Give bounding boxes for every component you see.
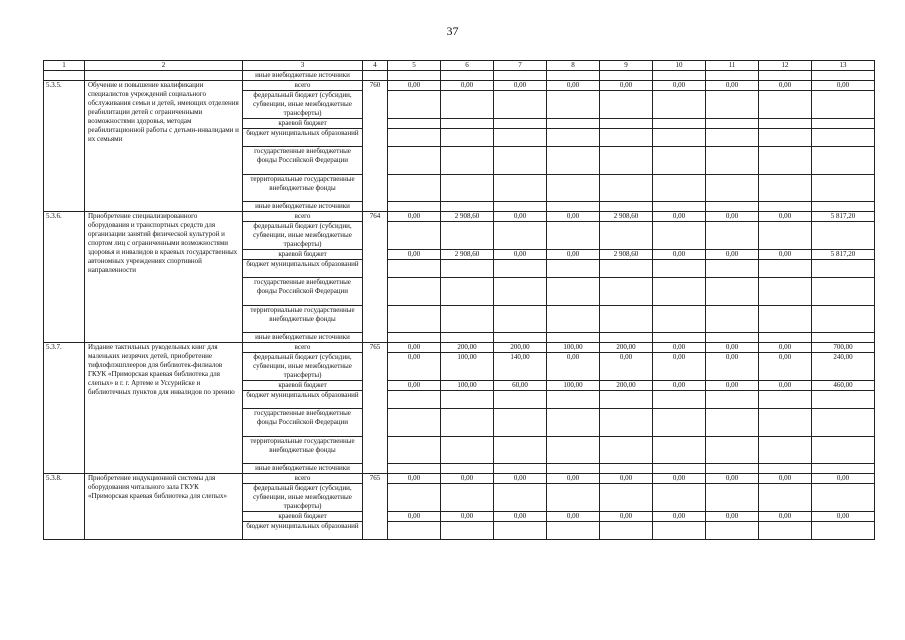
value-cell	[653, 129, 706, 147]
value-cell	[388, 129, 441, 147]
value-cell	[547, 147, 600, 175]
value-cell	[759, 391, 812, 409]
funding-source-cell: федеральный бюджет (субсидии, субвенции, иные межбюджетные трансферты)	[243, 484, 363, 512]
value-cell	[441, 147, 494, 175]
value-cell	[494, 71, 547, 81]
column-number-8: 8	[547, 61, 600, 71]
value-cell	[441, 409, 494, 437]
value-cell: 0,00	[759, 81, 812, 91]
value-cell	[441, 437, 494, 464]
value-cell	[706, 306, 759, 333]
value-cell	[388, 202, 441, 212]
funding-source-cell: бюджет муниципальных образований	[243, 522, 363, 540]
value-cell: 0,00	[600, 353, 653, 381]
kbk-cell: 764	[363, 212, 388, 343]
value-cell: 0,00	[547, 353, 600, 381]
value-cell: 0,00	[388, 81, 441, 91]
value-cell: 0,00	[494, 250, 547, 260]
value-cell: 240,00	[812, 353, 875, 381]
value-cell: 0,00	[706, 381, 759, 391]
column-number-13: 13	[812, 61, 875, 71]
value-cell	[494, 147, 547, 175]
value-cell	[388, 175, 441, 202]
item-code-cell: 5.3.7.	[44, 343, 85, 474]
value-cell: 0,00	[600, 512, 653, 522]
value-cell: 700,00	[812, 343, 875, 353]
value-cell	[388, 409, 441, 437]
value-cell	[812, 409, 875, 437]
value-cell: 0,00	[441, 512, 494, 522]
value-cell	[441, 175, 494, 202]
value-cell	[706, 464, 759, 474]
value-cell	[441, 278, 494, 306]
item-description-cell: Приобретение индукционной системы для оборудования читального зала ГКУК «Приморская краевая библиотека для слепых»	[85, 474, 243, 540]
value-cell	[812, 119, 875, 129]
value-cell	[706, 437, 759, 464]
value-cell	[441, 119, 494, 129]
funding-source-cell: всего	[243, 81, 363, 91]
value-cell	[547, 71, 600, 81]
value-cell: 140,00	[494, 353, 547, 381]
value-cell	[812, 391, 875, 409]
value-cell: 200,00	[494, 343, 547, 353]
value-cell	[494, 484, 547, 512]
value-cell	[547, 202, 600, 212]
value-cell: 0,00	[547, 212, 600, 222]
value-cell: 2 908,60	[600, 212, 653, 222]
value-cell	[600, 333, 653, 343]
column-number-1: 1	[44, 61, 85, 71]
value-cell	[600, 119, 653, 129]
value-cell	[547, 464, 600, 474]
value-cell: 200,00	[600, 381, 653, 391]
funding-source-cell: всего	[243, 212, 363, 222]
value-cell: 0,00	[706, 81, 759, 91]
value-cell: 0,00	[494, 212, 547, 222]
value-cell: 60,00	[494, 381, 547, 391]
value-cell	[759, 147, 812, 175]
value-cell	[441, 333, 494, 343]
column-number-7: 7	[494, 61, 547, 71]
value-cell	[706, 129, 759, 147]
budget-table	[43, 60, 875, 540]
value-cell	[600, 409, 653, 437]
value-cell	[441, 391, 494, 409]
value-cell	[653, 202, 706, 212]
value-cell	[812, 437, 875, 464]
column-number-4: 4	[363, 61, 388, 71]
column-number-6: 6	[441, 61, 494, 71]
value-cell	[388, 147, 441, 175]
value-cell: 0,00	[388, 474, 441, 484]
value-cell: 0,00	[706, 474, 759, 484]
funding-source-cell: всего	[243, 474, 363, 484]
value-cell	[600, 222, 653, 250]
value-cell	[600, 260, 653, 278]
value-cell	[494, 222, 547, 250]
value-cell	[388, 333, 441, 343]
value-cell: 0,00	[706, 343, 759, 353]
value-cell	[441, 464, 494, 474]
value-cell	[653, 147, 706, 175]
value-cell: 2 908,60	[441, 250, 494, 260]
value-cell	[547, 119, 600, 129]
value-cell	[759, 333, 812, 343]
value-cell	[547, 175, 600, 202]
value-cell	[706, 222, 759, 250]
table-header-row	[44, 61, 875, 71]
value-cell	[494, 260, 547, 278]
value-cell	[388, 437, 441, 464]
value-cell: 0,00	[494, 81, 547, 91]
value-cell	[759, 71, 812, 81]
item-code-cell	[44, 71, 85, 81]
value-cell: 0,00	[388, 512, 441, 522]
value-cell	[600, 202, 653, 212]
funding-source-cell: государственные внебюджетные фонды Российской Федерации	[243, 409, 363, 437]
value-cell	[547, 278, 600, 306]
value-cell: 0,00	[547, 250, 600, 260]
value-cell	[441, 222, 494, 250]
value-cell	[759, 306, 812, 333]
funding-source-cell: территориальные государственные внебюджетные фонды	[243, 306, 363, 333]
item-description-cell	[85, 71, 243, 81]
value-cell	[653, 306, 706, 333]
value-cell	[812, 278, 875, 306]
value-cell	[441, 260, 494, 278]
value-cell	[388, 306, 441, 333]
value-cell	[547, 129, 600, 147]
value-cell	[494, 175, 547, 202]
value-cell	[812, 464, 875, 474]
value-cell	[547, 306, 600, 333]
value-cell	[600, 91, 653, 119]
value-cell	[653, 522, 706, 540]
value-cell: 0,00	[653, 474, 706, 484]
value-cell	[441, 91, 494, 119]
value-cell	[600, 147, 653, 175]
value-cell	[759, 119, 812, 129]
value-cell	[706, 71, 759, 81]
value-cell	[388, 91, 441, 119]
value-cell: 0,00	[812, 81, 875, 91]
value-cell: 0,00	[600, 474, 653, 484]
value-cell	[759, 202, 812, 212]
value-cell: 0,00	[600, 81, 653, 91]
column-number-9: 9	[600, 61, 653, 71]
value-cell	[388, 522, 441, 540]
value-cell	[706, 260, 759, 278]
value-cell	[600, 484, 653, 512]
value-cell	[759, 91, 812, 119]
funding-source-cell: бюджет муниципальных образований	[243, 129, 363, 147]
value-cell	[706, 391, 759, 409]
funding-source-cell: бюджет муниципальных образований	[243, 391, 363, 409]
item-code-cell: 5.3.8.	[44, 474, 85, 540]
value-cell: 100,00	[441, 353, 494, 381]
value-cell: 0,00	[653, 212, 706, 222]
value-cell	[600, 437, 653, 464]
value-cell	[494, 333, 547, 343]
funding-source-cell: федеральный бюджет (субсидии, субвенции, иные межбюджетные трансферты)	[243, 353, 363, 381]
value-cell	[759, 437, 812, 464]
value-cell	[494, 306, 547, 333]
value-cell	[759, 522, 812, 540]
kbk-cell: 765	[363, 474, 388, 540]
value-cell	[653, 91, 706, 119]
value-cell	[706, 484, 759, 512]
value-cell	[706, 91, 759, 119]
funding-source-cell: территориальные государственные внебюджетные фонды	[243, 437, 363, 464]
value-cell	[441, 202, 494, 212]
funding-source-cell: бюджет муниципальных образований	[243, 260, 363, 278]
value-cell	[653, 71, 706, 81]
value-cell	[600, 175, 653, 202]
value-cell: 0,00	[441, 474, 494, 484]
item-description-cell: Издание тактильных рукодельных книг для маленьких незрячих детей, приобретение тифлофлэшплееров для библиотек-филиалов ГКУК «Приморская краевая библиотека для слепых» в г. г. Артеме и Уссурийске и библиотечных пунктов для инвалидов по зрению	[85, 343, 243, 474]
value-cell: 0,00	[388, 343, 441, 353]
value-cell: 100,00	[547, 343, 600, 353]
funding-source-cell: иные внебюджетные источники	[243, 202, 363, 212]
value-cell	[547, 437, 600, 464]
value-cell: 0,00	[547, 81, 600, 91]
value-cell	[653, 437, 706, 464]
value-cell	[706, 278, 759, 306]
value-cell: 0,00	[653, 343, 706, 353]
value-cell	[441, 484, 494, 512]
funding-source-cell: территориальные государственные внебюджетные фонды	[243, 175, 363, 202]
column-number-3: 3	[243, 61, 363, 71]
funding-source-cell: краевой бюджет	[243, 381, 363, 391]
value-cell: 0,00	[706, 353, 759, 381]
funding-source-cell: краевой бюджет	[243, 119, 363, 129]
value-cell: 100,00	[441, 381, 494, 391]
value-cell	[706, 522, 759, 540]
value-cell	[812, 147, 875, 175]
value-cell: 0,00	[653, 353, 706, 381]
value-cell	[759, 175, 812, 202]
value-cell: 200,00	[600, 343, 653, 353]
value-cell	[547, 222, 600, 250]
value-cell: 0,00	[759, 343, 812, 353]
value-cell: 100,00	[547, 381, 600, 391]
funding-source-cell: федеральный бюджет (субсидии, субвенции, иные межбюджетные трансферты)	[243, 222, 363, 250]
value-cell	[759, 278, 812, 306]
value-cell	[653, 484, 706, 512]
value-cell	[706, 333, 759, 343]
value-cell	[706, 119, 759, 129]
value-cell	[812, 522, 875, 540]
value-cell	[441, 522, 494, 540]
value-cell	[388, 119, 441, 129]
value-cell	[812, 175, 875, 202]
value-cell	[547, 484, 600, 512]
value-cell	[388, 260, 441, 278]
kbk-cell: 765	[363, 343, 388, 474]
value-cell	[494, 522, 547, 540]
value-cell	[759, 409, 812, 437]
value-cell	[706, 175, 759, 202]
funding-source-cell: краевой бюджет	[243, 250, 363, 260]
value-cell	[812, 202, 875, 212]
value-cell	[547, 391, 600, 409]
value-cell	[706, 409, 759, 437]
value-cell	[653, 409, 706, 437]
item-description-cell: Приобретение специализированного оборудования и транспортных средств для организации занятий физической культурой и спортом лиц с ограниченными возможностями здоровья и инвалидов в краевых государственных автономных учреждениях спортивной направленности	[85, 212, 243, 343]
value-cell	[547, 260, 600, 278]
funding-source-cell: всего	[243, 343, 363, 353]
value-cell	[388, 222, 441, 250]
value-cell	[494, 391, 547, 409]
value-cell	[600, 129, 653, 147]
value-cell: 0,00	[653, 250, 706, 260]
value-cell: 0,00	[759, 474, 812, 484]
value-cell	[388, 464, 441, 474]
value-cell: 5 817,20	[812, 212, 875, 222]
value-cell: 0,00	[388, 212, 441, 222]
value-cell: 2 908,60	[600, 250, 653, 260]
funding-source-cell: государственные внебюджетные фонды Российской Федерации	[243, 147, 363, 175]
value-cell	[653, 391, 706, 409]
value-cell	[388, 391, 441, 409]
value-cell: 0,00	[441, 81, 494, 91]
value-cell	[812, 306, 875, 333]
value-cell: 2 908,60	[441, 212, 494, 222]
funding-source-cell: государственные внебюджетные фонды Российской Федерации	[243, 278, 363, 306]
table-row	[44, 212, 875, 222]
value-cell	[812, 222, 875, 250]
value-cell	[706, 202, 759, 212]
value-cell	[653, 175, 706, 202]
value-cell: 200,00	[441, 343, 494, 353]
item-description-cell: Обучение и повышение квалификации специалистов учреждений социального обслуживания семьи и детей, имеющих отделения реабилитации детей с ограниченными возможностями здоровья, методам реабилитационной работы с детьми-инвалидами и их семьями	[85, 81, 243, 212]
value-cell	[653, 333, 706, 343]
table-row	[44, 343, 875, 353]
value-cell	[441, 129, 494, 147]
value-cell: 0,00	[759, 250, 812, 260]
value-cell: 0,00	[388, 250, 441, 260]
value-cell	[759, 484, 812, 512]
value-cell	[494, 119, 547, 129]
value-cell	[600, 391, 653, 409]
column-number-10: 10	[653, 61, 706, 71]
value-cell: 0,00	[494, 474, 547, 484]
value-cell	[600, 464, 653, 474]
value-cell	[812, 91, 875, 119]
value-cell	[759, 129, 812, 147]
funding-source-cell: иные внебюджетные источники	[243, 333, 363, 343]
value-cell	[494, 278, 547, 306]
kbk-cell: 760	[363, 81, 388, 212]
value-cell	[812, 333, 875, 343]
value-cell: 0,00	[706, 512, 759, 522]
value-cell	[600, 71, 653, 81]
value-cell	[653, 260, 706, 278]
value-cell: 0,00	[653, 81, 706, 91]
value-cell	[494, 409, 547, 437]
item-code-cell: 5.3.5.	[44, 81, 85, 212]
value-cell: 0,00	[388, 381, 441, 391]
value-cell: 0,00	[706, 250, 759, 260]
table-row	[44, 474, 875, 484]
carry-over-row	[44, 71, 875, 81]
value-cell	[494, 202, 547, 212]
column-number-11: 11	[706, 61, 759, 71]
value-cell	[388, 71, 441, 81]
value-cell	[363, 71, 388, 81]
value-cell	[494, 464, 547, 474]
value-cell	[706, 147, 759, 175]
value-cell	[812, 260, 875, 278]
value-cell: 0,00	[759, 381, 812, 391]
value-cell	[759, 260, 812, 278]
value-cell	[547, 409, 600, 437]
value-cell: 0,00	[653, 381, 706, 391]
value-cell	[600, 278, 653, 306]
table-row	[44, 81, 875, 91]
funding-source-cell: федеральный бюджет (субсидии, субвенции, иные межбюджетные трансферты)	[243, 91, 363, 119]
value-cell	[812, 129, 875, 147]
funding-source-cell: иные внебюджетные источники	[243, 464, 363, 474]
value-cell: 0,00	[759, 212, 812, 222]
value-cell: 0,00	[494, 512, 547, 522]
value-cell: 0,00	[706, 212, 759, 222]
value-cell	[653, 222, 706, 250]
value-cell	[653, 119, 706, 129]
value-cell	[494, 437, 547, 464]
funding-source-cell: иные внебюджетные источники	[243, 71, 363, 81]
value-cell	[547, 91, 600, 119]
value-cell	[600, 306, 653, 333]
value-cell: 0,00	[812, 512, 875, 522]
funding-source-cell: краевой бюджет	[243, 512, 363, 522]
value-cell: 0,00	[653, 512, 706, 522]
value-cell	[441, 71, 494, 81]
page-number: 37	[446, 24, 459, 38]
value-cell	[494, 129, 547, 147]
value-cell	[812, 71, 875, 81]
value-cell: 0,00	[547, 474, 600, 484]
value-cell	[653, 278, 706, 306]
value-cell	[600, 522, 653, 540]
value-cell: 0,00	[759, 512, 812, 522]
column-number-2: 2	[85, 61, 243, 71]
column-number-12: 12	[759, 61, 812, 71]
value-cell: 0,00	[812, 474, 875, 484]
value-cell	[759, 222, 812, 250]
column-number-5: 5	[388, 61, 441, 71]
value-cell: 0,00	[388, 353, 441, 381]
value-cell	[653, 464, 706, 474]
value-cell: 5 817,20	[812, 250, 875, 260]
value-cell	[812, 484, 875, 512]
value-cell	[388, 278, 441, 306]
value-cell	[547, 333, 600, 343]
value-cell: 0,00	[547, 512, 600, 522]
value-cell	[759, 464, 812, 474]
item-code-cell: 5.3.6.	[44, 212, 85, 343]
value-cell	[494, 91, 547, 119]
value-cell	[441, 306, 494, 333]
value-cell: 0,00	[759, 353, 812, 381]
value-cell: 460,00	[812, 381, 875, 391]
value-cell	[547, 522, 600, 540]
value-cell	[388, 484, 441, 512]
